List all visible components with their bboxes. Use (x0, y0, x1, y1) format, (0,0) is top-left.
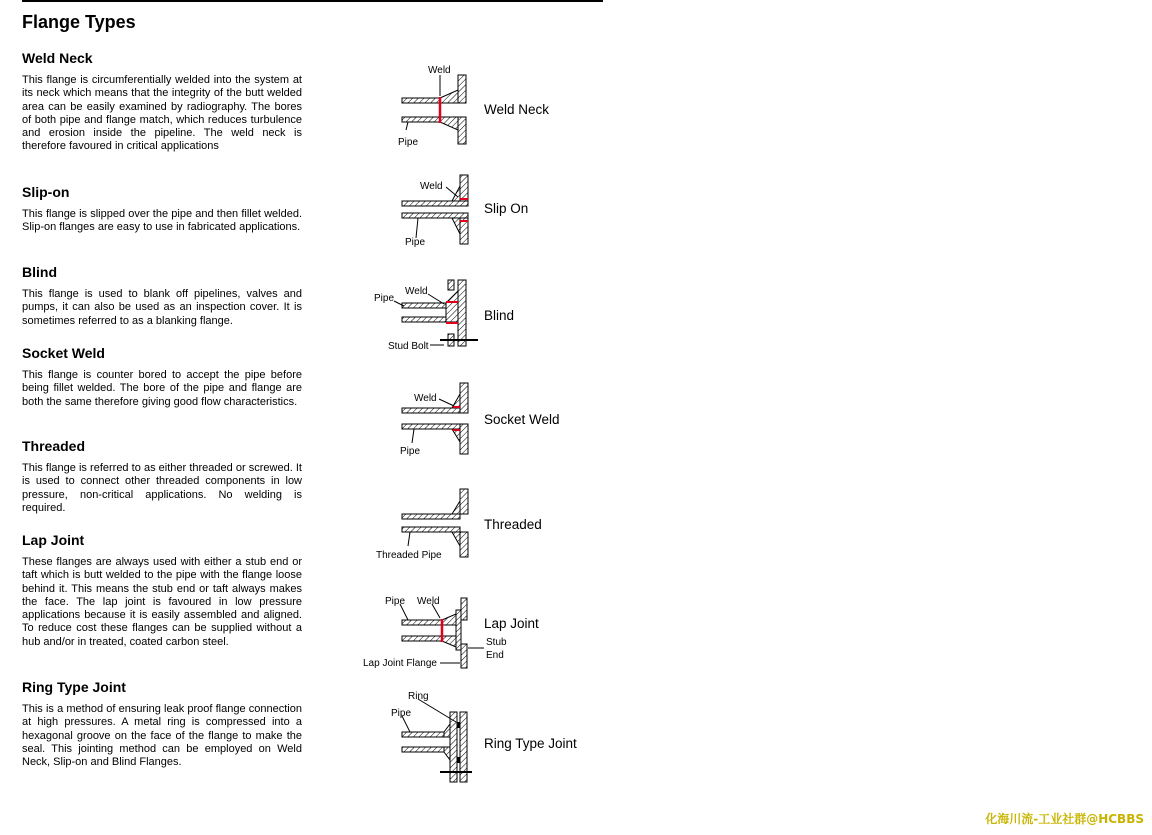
section-heading: Socket Weld (22, 345, 105, 361)
section-heading: Slip-on (22, 184, 70, 200)
lap-joint-diagram (360, 592, 600, 674)
section-threaded (22, 438, 302, 515)
stud-bolt-label: Stud Bolt (388, 341, 429, 352)
section-heading: Ring Type Joint (22, 679, 126, 695)
section-heading: Threaded (22, 438, 86, 454)
figure-label: Ring Type Joint (484, 736, 577, 751)
figure-weld-neck (360, 60, 600, 155)
section-text: This is a method of ensuring leak proof flange connection at high pressures. A metal ring is compressed into a hexagonal groove on the face of the flange to make the seal. This jointing method can be employed on Weld Neck, Slip-on and Blind Flanges. (22, 703, 302, 769)
lap-joint-flange-label: Lap Joint Flange (363, 658, 437, 669)
figure-label: Lap Joint (484, 616, 539, 631)
section-slip-on (22, 184, 302, 235)
section-text: This flange is counter bored to accept the pipe before being fillet welded. The bore of the pipe and flange are both the same therefore giving good flow characteristics. (22, 369, 302, 408)
figure-slip-on (360, 170, 600, 255)
figure-threaded (360, 486, 600, 566)
section-blind (22, 264, 302, 328)
top-rule (22, 0, 603, 2)
pipe-label: Pipe (398, 137, 419, 148)
weld-neck-diagram (360, 60, 600, 155)
section-ring-type-joint (22, 679, 302, 769)
section-socket-weld (22, 345, 302, 409)
figure-blind (360, 276, 600, 356)
pipe-label: Pipe (400, 446, 421, 457)
pipe-label: Pipe (391, 708, 412, 719)
figure-ring-type-joint (360, 688, 600, 783)
section-text: This flange is referred to as either threaded or screwed. It is used to connect other threaded components in low pressure, non-critical applications. No welding is required. (22, 462, 302, 514)
section-text: This flange is used to blank off pipelines, valves and pumps, it can also be used as an inspection cover. It is sometimes referred to as a blanking flange. (22, 288, 302, 327)
section-lap-joint (22, 532, 302, 649)
weld-label: Weld (417, 596, 440, 607)
page-title: Flange Types (22, 12, 136, 32)
ring-label: Ring (408, 691, 429, 702)
weld-label: Weld (428, 65, 451, 76)
figure-label: Socket Weld (484, 412, 560, 427)
stub-label: Stub (486, 637, 507, 648)
figure-label: Threaded (484, 517, 542, 532)
socket-weld-diagram (360, 380, 600, 460)
pipe-label: Pipe (385, 596, 406, 607)
pipe-label: Pipe (405, 237, 426, 248)
figure-lap-joint (360, 592, 600, 674)
section-weld-neck (22, 50, 302, 154)
ring-type-joint-diagram (360, 688, 600, 783)
figure-label: Slip On (484, 201, 529, 216)
watermark: 化海川流-工业社群@HCBBS (985, 812, 1144, 826)
section-text: This flange is circumferentially welded into the system at its neck which means that the integrity of the butt welded area can be easily examined by radiography. The bores of both pipe and flange match, which reduces turbulence and erosion inside the pipeline. The weld neck is therefore favoured in critical applications (22, 74, 302, 153)
section-heading: Weld Neck (22, 50, 93, 66)
weld-label: Weld (420, 181, 443, 192)
end-label: End (486, 650, 504, 661)
section-text: These flanges are always used with either a stub end or taft which is butt welded to the pipe with the flange loose behind it. This means the stub end or taft always makes the face. The lap joint is favoured in low pressure applications because it is easily assembled and aligned. To reduce cost these flanges can be supplied without a hub and/or in treated, coated carbon steel. (22, 556, 302, 648)
blind-diagram (360, 276, 600, 356)
weld-label: Weld (405, 286, 428, 297)
figure-label: Weld Neck (484, 102, 550, 117)
threaded-pipe-label: Threaded Pipe (376, 550, 442, 561)
pipe-label: Pipe (374, 293, 395, 304)
section-text: This flange is slipped over the pipe and then fillet welded. Slip-on flanges are easy to use in fabricated applications. (22, 208, 302, 234)
section-heading: Blind (22, 264, 57, 280)
section-heading: Lap Joint (22, 532, 85, 548)
figure-socket-weld (360, 380, 600, 460)
slip-on-diagram (360, 170, 600, 255)
threaded-diagram (360, 486, 600, 566)
weld-label: Weld (414, 393, 437, 404)
figure-label: Blind (484, 308, 515, 323)
